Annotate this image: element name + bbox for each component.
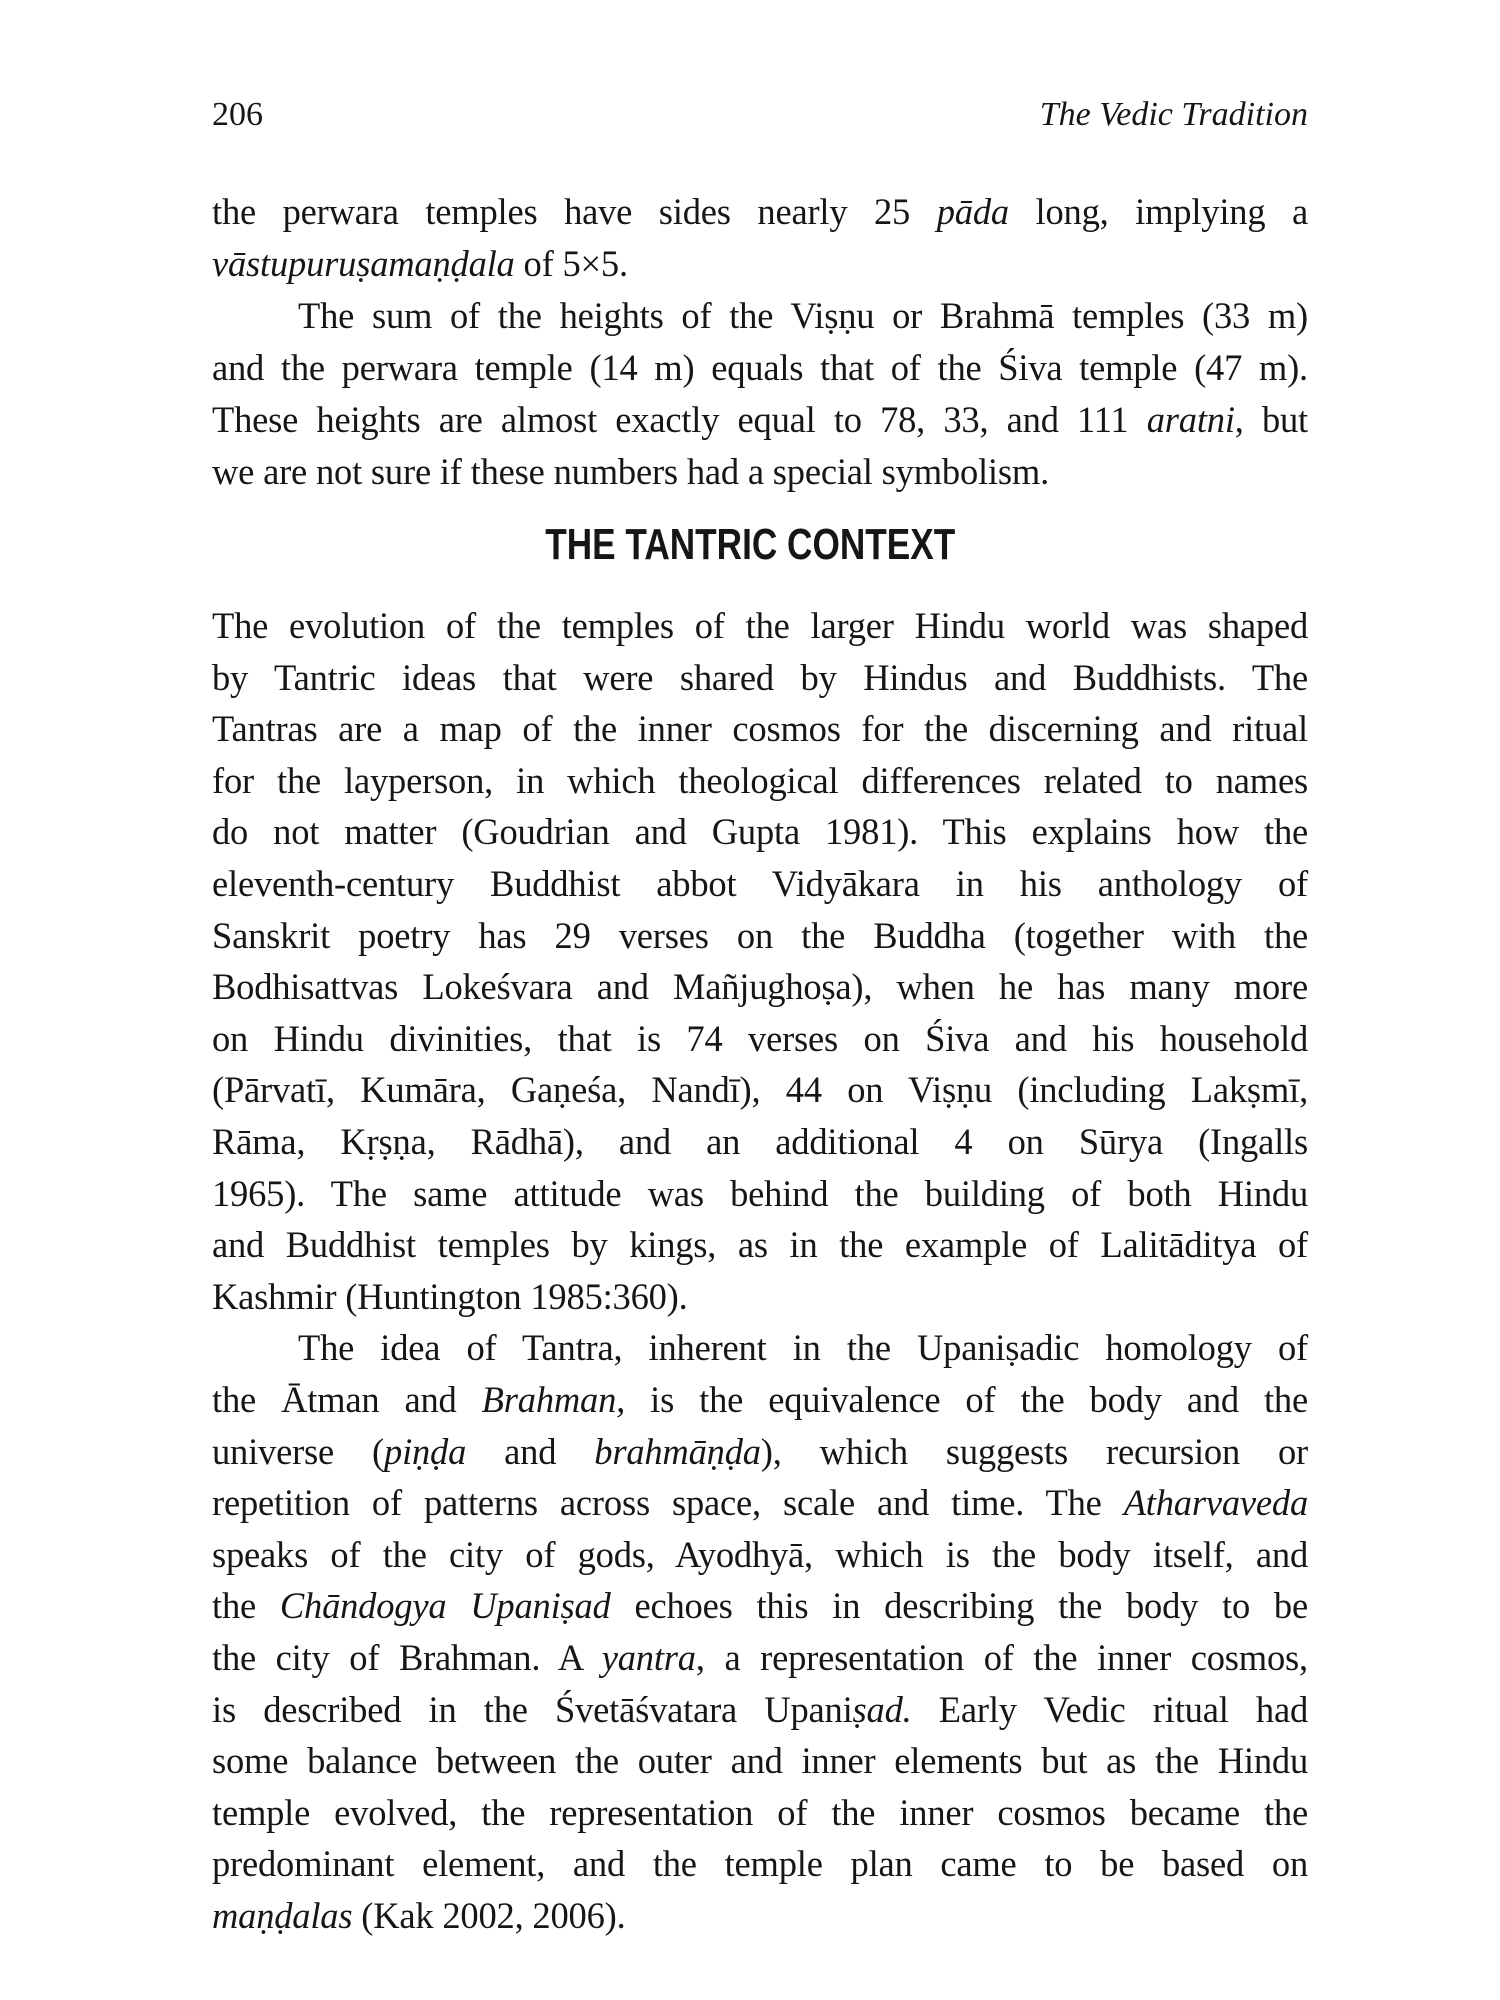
text-run: Bodhisattvas Lokeśvara and Mañjughoṣa), when he has many more	[212, 966, 1308, 1008]
text-run: The evolution of the temples of the larger Hindu world was shaped	[212, 605, 1308, 646]
italic-text: maṇḍalas	[212, 1895, 353, 1936]
text-line	[212, 1529, 1308, 1581]
text-line	[212, 1322, 1308, 1374]
italic-text: ṣad.	[852, 1688, 912, 1730]
text-run: universe (	[212, 1430, 385, 1472]
text-run: on Hindu divinities, that is 74 verses on Śiva and his household	[212, 1017, 1308, 1059]
text-line	[212, 290, 1308, 342]
text-run: and the perwara temple (14 m) equals that of the Śiva temple (47 m).	[212, 347, 1308, 388]
italic-text: Chāndogya Upaniṣad	[279, 1585, 611, 1627]
text-run: repetition of patterns across space, scale and time. The	[212, 1482, 1124, 1524]
text-line	[212, 394, 1308, 446]
section-heading-text: THE TANTRIC CONTEXT	[545, 520, 955, 569]
text-line	[212, 652, 1308, 704]
text-run: (Kak 2002, 2006).	[352, 1895, 626, 1936]
text-run: we are not sure if these numbers had a special symbolism.	[212, 451, 1049, 492]
italic-text: aratni	[1146, 399, 1235, 440]
text-run: the	[212, 1585, 280, 1627]
text-line	[212, 755, 1308, 807]
text-line	[212, 446, 1308, 498]
text-run: The sum of the heights of the Viṣṇu or Brahmā temples (33 m)	[298, 295, 1308, 336]
text-run: the perwara temples have sides nearly 25	[212, 191, 937, 232]
text-run: 1965). The same attitude was behind the building of both Hindu	[212, 1172, 1308, 1214]
text-line	[212, 1632, 1308, 1684]
text-line	[212, 342, 1308, 394]
text-run: some balance between the outer and inner elements but as the Hindu	[212, 1740, 1308, 1782]
italic-text: Atharvaveda	[1123, 1482, 1308, 1524]
text-line	[212, 1168, 1308, 1220]
text-line	[212, 1477, 1308, 1529]
text-run: echoes this in describing the body to be	[610, 1585, 1308, 1627]
running-title: The Vedic Tradition	[1039, 96, 1308, 133]
text-line	[212, 1219, 1308, 1271]
text-run: (Pārvatī, Kumāra, Gaṇeśa, Nandī), 44 on Viṣṇu (including Lakṣmī,	[212, 1069, 1308, 1111]
text-run: , a representation of the inner cosmos,	[695, 1637, 1308, 1678]
text-line	[212, 238, 1308, 290]
text-line	[212, 806, 1308, 858]
text-run: predominant element, and the temple plan came to be based on	[212, 1843, 1308, 1885]
italic-text: brahmāṇḍa	[594, 1430, 761, 1472]
text-line	[212, 1426, 1308, 1478]
text-run: Kashmir (Huntington 1985:360).	[212, 1275, 688, 1317]
text-line	[212, 1890, 1308, 1942]
text-run: do not matter (Goudrian and Gupta 1981). This explains how the	[212, 811, 1308, 853]
text-line	[212, 1271, 1308, 1323]
text-line	[212, 1064, 1308, 1116]
text-run: Rāma, Kṛṣṇa, Rādhā), and an additional 4 on Sūrya (Ingalls	[212, 1121, 1308, 1162]
text-run: Tantras are a map of the inner cosmos for the discerning and ritual	[212, 708, 1308, 750]
text-line	[212, 1787, 1308, 1839]
text-run: and	[466, 1430, 595, 1472]
text-run: by Tantric ideas that were shared by Hindus and Buddhists. The	[212, 656, 1308, 698]
page-number: 206	[212, 96, 263, 133]
text-run: of 5×5.	[514, 243, 628, 284]
text-run: speaks of the city of gods, Ayodhyā, which is the body itself, and	[212, 1533, 1308, 1575]
text-line	[212, 1374, 1308, 1426]
text-line	[212, 703, 1308, 755]
text-line	[212, 1580, 1308, 1632]
text-line	[212, 1013, 1308, 1065]
text-line	[212, 600, 1308, 652]
text-run: ), which suggests recursion or	[760, 1430, 1308, 1472]
italic-text: vāstupuruṣamaṇḍala	[212, 243, 515, 284]
text-run: , but	[1234, 399, 1308, 440]
italic-text: yantra	[601, 1637, 696, 1678]
text-run: for the layperson, in which theological differences related to names	[212, 759, 1308, 801]
text-run: is described in the Śvetāśvatara Upani	[212, 1688, 853, 1730]
text-run: is the equivalence of the body and the	[625, 1379, 1308, 1420]
text-run: eleventh-century Buddhist abbot Vidyākara in his anthology of	[212, 863, 1308, 904]
text-line	[212, 858, 1308, 910]
text-line	[212, 1735, 1308, 1787]
text-run: These heights are almost exactly equal to 78, 33, and 111	[212, 399, 1147, 440]
text-run: and Buddhist temples by kings, as in the example of Lalitāditya of	[212, 1224, 1308, 1266]
text-line	[212, 1684, 1308, 1736]
text-line	[212, 1838, 1308, 1890]
text-line	[212, 961, 1308, 1013]
text-run: temple evolved, the representation of the inner cosmos became the	[212, 1791, 1308, 1833]
text-run: long, implying a	[1008, 191, 1308, 232]
text-run: The idea of Tantra, inherent in the Upaniṣadic homology of	[298, 1327, 1308, 1369]
text-run: Early Vedic ritual had	[911, 1688, 1308, 1730]
italic-text: Brahman,	[481, 1379, 626, 1420]
text-run: Sanskrit poetry has 29 verses on the Buddha (together with the	[212, 914, 1308, 956]
italic-text: pāda	[936, 191, 1009, 232]
section-heading	[0, 520, 1500, 570]
text-run: the city of Brahman. A	[212, 1637, 602, 1678]
text-run: the Ātman and	[212, 1379, 482, 1420]
text-line	[212, 186, 1308, 238]
italic-text: piṇḍa	[384, 1430, 467, 1472]
text-line	[212, 910, 1308, 962]
text-line	[212, 1116, 1308, 1168]
